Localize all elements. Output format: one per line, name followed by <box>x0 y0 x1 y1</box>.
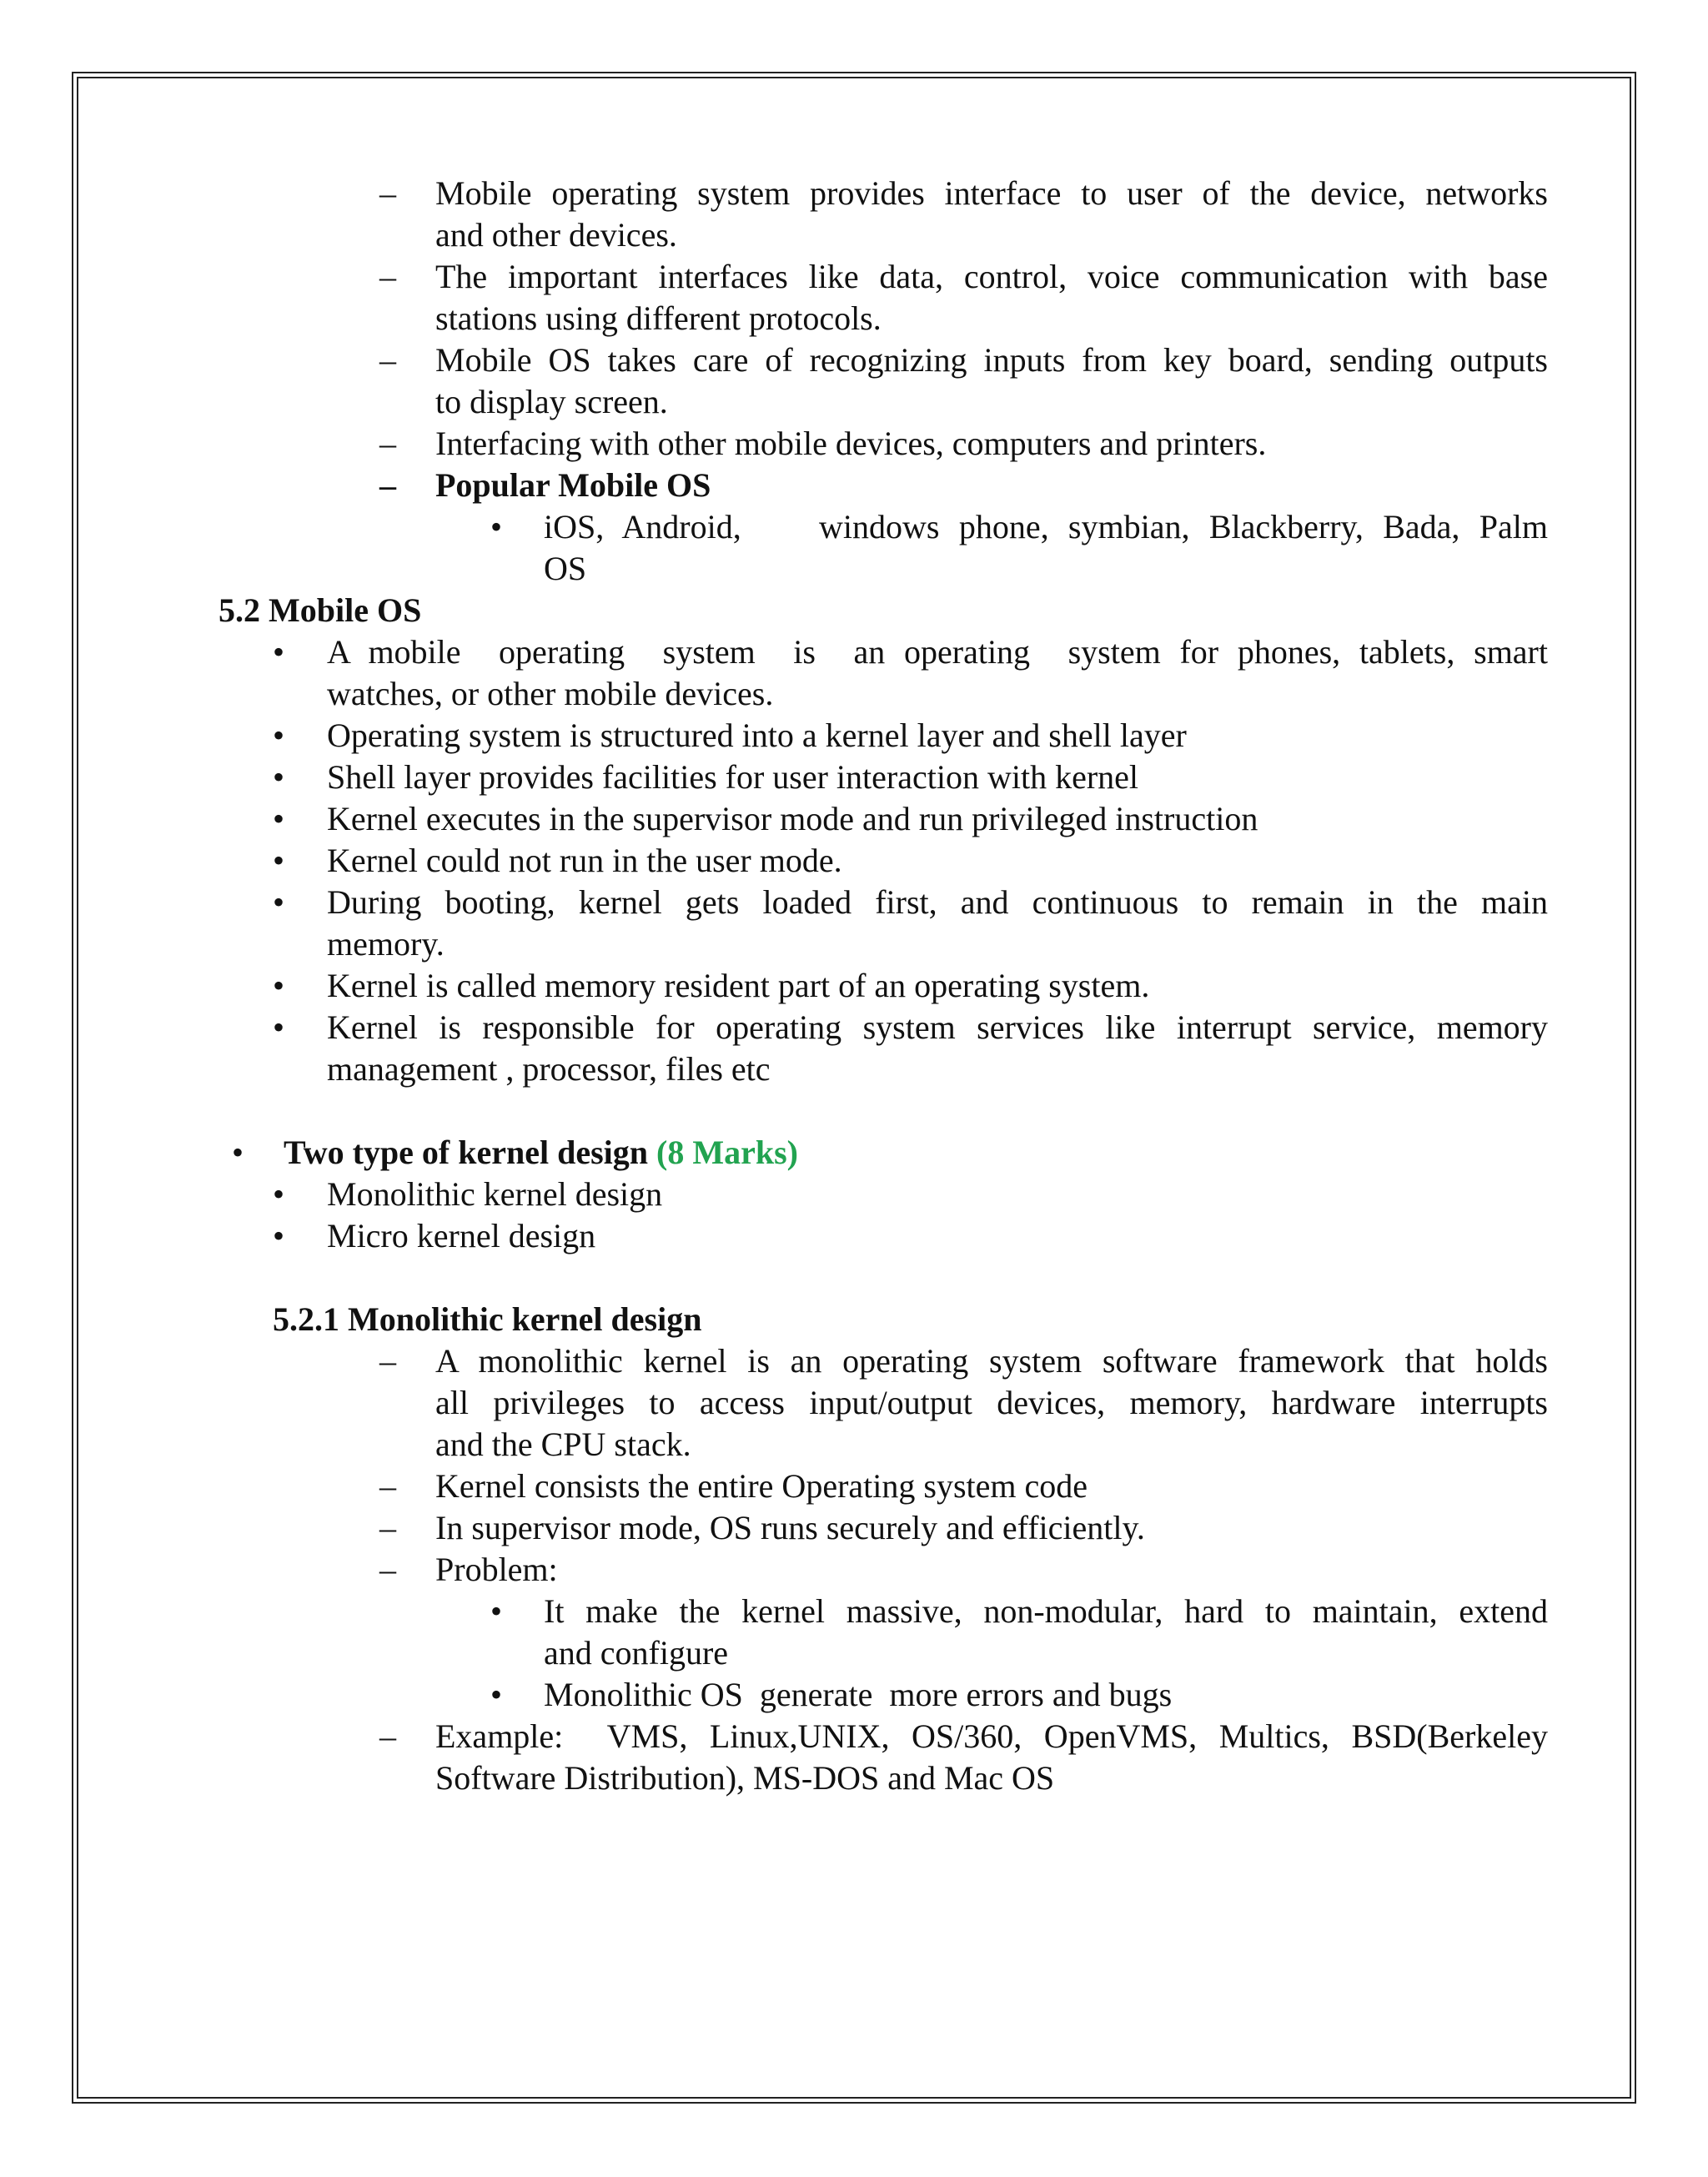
list-item-line: A monolithic kernel is an operating system software framework that holds <box>435 1342 1548 1380</box>
list-item-line: Interfacing with other mobile devices, computers and printers. <box>435 425 1267 462</box>
list-item-line: Example: VMS, Linux,UNIX, OS/360, OpenVMS, Multics, BSD(Berkeley <box>435 1717 1548 1755</box>
list-item-line: Shell layer provides facilities for user interaction with kernel <box>327 758 1139 796</box>
list-item-line: Operating system is structured into a kernel layer and shell layer <box>327 716 1187 754</box>
list-item-line: Micro kernel design <box>327 1217 596 1254</box>
bullet-marker: • <box>273 716 285 754</box>
dash-marker: – <box>379 341 396 379</box>
list-item-line: Kernel executes in the supervisor mode and run privileged instruction <box>327 800 1258 837</box>
marks-badge: (8 Marks) <box>656 1134 798 1171</box>
section-heading-5-2-1: 5.2.1 Monolithic kernel design <box>273 1300 702 1338</box>
list-item-line: Monolithic kernel design <box>327 1175 663 1213</box>
dash-marker: – <box>379 258 396 295</box>
dash-marker: – <box>379 1509 396 1546</box>
dash-marker: – <box>379 1467 396 1505</box>
list-item-line: Kernel is called memory resident part of an operating system. <box>327 967 1150 1004</box>
bullet-marker: • <box>273 967 285 1004</box>
list-item-line: Software Distribution), MS-DOS and Mac OS <box>435 1759 1055 1797</box>
bullet-marker: • <box>273 633 285 671</box>
kernel-types-heading <box>284 1132 798 1174</box>
list-item-line: Kernel is responsible for operating system services like interrupt service, memory <box>327 1008 1548 1046</box>
bullet-marker: • <box>273 1008 285 1046</box>
list-item-line: watches, or other mobile devices. <box>327 675 774 712</box>
list-item-line: Kernel consists the entire Operating system code <box>435 1467 1088 1505</box>
bullet-marker: • <box>273 758 285 796</box>
bullet-marker: • <box>273 883 285 921</box>
list-item-line: A mobile operating system is an operating system for phones, tablets, smart <box>327 633 1548 671</box>
popular-os-list-line: OS <box>544 550 587 587</box>
list-item-line: and other devices. <box>435 216 677 254</box>
bullet-marker: • <box>490 1676 503 1713</box>
list-item-line: and configure <box>544 1634 729 1672</box>
bullet-marker: • <box>490 1592 503 1630</box>
bullet-marker: • <box>273 1175 285 1213</box>
list-item-line: stations using different protocols. <box>435 299 882 337</box>
list-item-line: Monolithic OS generate more errors and bugs <box>544 1676 1173 1713</box>
list-item-line: In supervisor mode, OS runs securely and efficiently. <box>435 1509 1145 1546</box>
dash-marker: – <box>379 466 396 504</box>
list-item-line: Kernel could not run in the user mode. <box>327 842 842 879</box>
list-item-line: memory. <box>327 925 445 963</box>
bullet-marker: • <box>273 800 285 837</box>
dash-marker: – <box>379 174 396 212</box>
bullet-marker: • <box>232 1134 244 1171</box>
list-item-line: and the CPU stack. <box>435 1425 691 1463</box>
kernel-types-title: Two type of kernel design <box>284 1134 649 1171</box>
list-item-line: to display screen. <box>435 383 668 420</box>
popular-mobile-os-heading: Popular Mobile OS <box>435 466 711 504</box>
list-item-line: During booting, kernel gets loaded first, and continuous to remain in the main <box>327 883 1548 921</box>
list-item-line: Mobile operating system provides interface to user of the device, networks <box>435 174 1548 212</box>
bullet-marker: • <box>273 842 285 879</box>
dash-marker: – <box>379 1551 396 1588</box>
list-item-line: Problem: <box>435 1551 558 1588</box>
list-item-line: all privileges to access input/output devices, memory, hardware interrupts <box>435 1384 1548 1421</box>
list-item-line: Mobile OS takes care of recognizing inputs from key board, sending outputs <box>435 341 1548 379</box>
section-heading-5-2: 5.2 Mobile OS <box>219 591 422 629</box>
list-item-line: management , processor, files etc <box>327 1050 771 1088</box>
popular-os-list-line: iOS, Android, windows phone, symbian, Blackberry, Bada, Palm <box>544 508 1548 546</box>
dash-marker: – <box>379 1717 396 1755</box>
bullet-marker: • <box>273 1217 285 1254</box>
dash-marker: – <box>379 1342 396 1380</box>
list-item-line: It make the kernel massive, non-modular, hard to maintain, extend <box>544 1592 1548 1630</box>
dash-marker: – <box>379 425 396 462</box>
bullet-marker: • <box>490 508 503 546</box>
list-item-line: The important interfaces like data, control, voice communication with base <box>435 258 1548 295</box>
